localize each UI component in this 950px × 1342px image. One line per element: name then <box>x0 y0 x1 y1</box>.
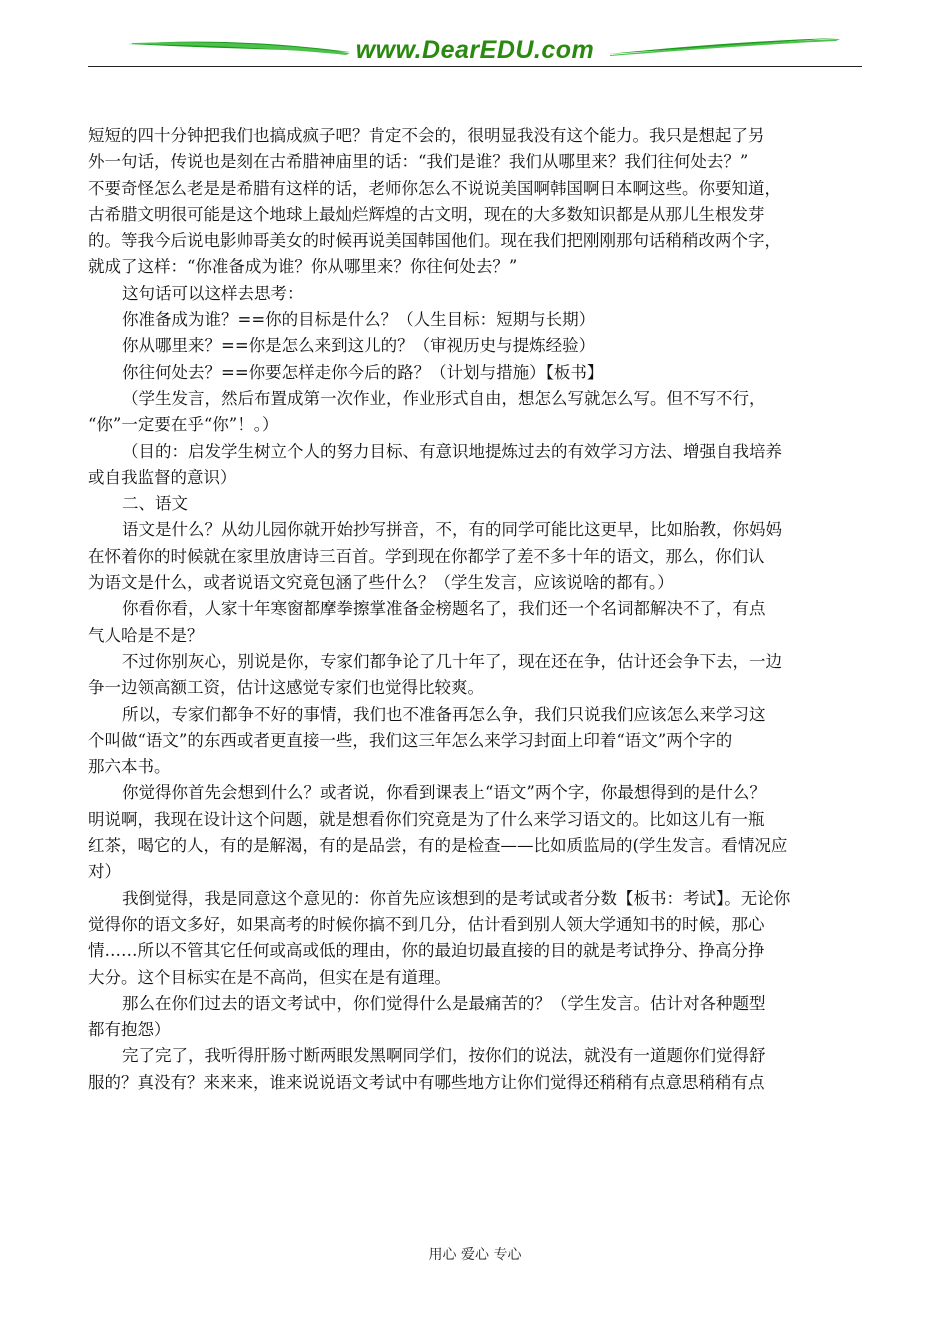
text-line: 你准备成为谁？==你的目标是什么？（人生目标：短期与长期） <box>122 310 596 330</box>
text-line: 或自我监督的意识） <box>88 467 237 487</box>
text-line: 都有抱怨） <box>88 1020 171 1040</box>
text-line: 你觉得你首先会想到什么？或者说，你看到课表上“语文”两个字，你最想得到的是什么？ <box>122 783 766 803</box>
text-line: 我倒觉得，我是同意这个意见的：你首先应该想到的是考试或者分数【板书：考试】。无论你 <box>122 888 791 908</box>
text-line: 情……所以不管其它任何或高或低的理由，你的最迫切最直接的目的就是考试挣分、挣高分挣 <box>88 941 765 961</box>
header-divider <box>88 66 862 67</box>
text-line: 不要奇怪怎么老是是希腊有这样的话，老师你怎么不说说美国啊韩国啊日本啊这些。你要知道， <box>88 178 781 198</box>
text-line: 个叫做“语文”的东西或者更直接一些，我们这三年怎么来学习封面上印着“语文”两个字的 <box>88 730 733 750</box>
site-logo-text: www.DearEDU.com <box>355 36 595 64</box>
text-line: “你”一定要在乎“你”！。） <box>88 415 279 435</box>
text-line: 对） <box>88 862 121 882</box>
text-line: 古希腊文明很可能是这个地球上最灿烂辉煌的古文明，现在的大多数知识都是从那儿生根发芽 <box>88 204 765 224</box>
text-line: 所以，专家们都争不好的事情，我们也不准备再怎么争，我们只说我们应该怎么来学习这 <box>122 704 766 724</box>
text-line: 外一句话，传说也是刻在古希腊神庙里的话：“我们是谁？我们从哪里来？我们往何处去？” <box>88 152 749 172</box>
text-line: （目的：启发学生树立个人的努力目标、有意识地提炼过去的有效学习方法、增强自我培养 <box>122 441 782 461</box>
text-line: 语文是什么？从幼儿园你就开始抄写拼音，不，有的同学可能比这更早，比如胎教，你妈妈 <box>122 520 782 540</box>
text-line: 服的？真没有？来来来，谁来说说语文考试中有哪些地方让你们觉得还稍稍有点意思稍稍有点 <box>88 1072 765 1092</box>
text-line: 短短的四十分钟把我们也搞成疯子吧？肯定不会的，很明显我没有这个能力。我只是想起了另 <box>88 126 765 145</box>
text-line: 不过你别灰心，别说是你，专家们都争论了几十年了，现在还在争，估计还会争下去，一边 <box>122 651 782 671</box>
text-line: 二、语文 <box>122 494 188 514</box>
text-line: 那六本书。 <box>88 757 171 777</box>
text-line: 你往何处去？==你要怎样走你今后的路？（计划与措施）【板书】 <box>122 362 604 382</box>
text-line: （学生发言，然后布置成第一次作业，作业形式自由，想怎么写就怎么写。但不写不行， <box>122 388 766 408</box>
text-line: 完了完了，我听得肝肠寸断两眼发黑啊同学们，按你们的说法，就没有一道题你们觉得舒 <box>122 1046 766 1066</box>
text-line: 就成了这样：“你准备成为谁？你从哪里来？你往何处去？” <box>88 257 518 277</box>
page-header <box>88 30 862 70</box>
text-line: 你从哪里来？==你是怎么来到这儿的？（审视历史与提炼经验） <box>122 336 596 356</box>
text-line: 明说啊，我现在设计这个问题，就是想看你们究竟是为了什么来学习语文的。比如这儿有一瓶 <box>88 809 765 829</box>
text-line: 你看你看，人家十年寒窗都摩拳擦掌准备金榜题名了，我们还一个名词都解决不了，有点 <box>122 599 766 619</box>
text-line: 那么在你们过去的语文考试中，你们觉得什么是最痛苦的？（学生发言。估计对各种题型 <box>122 993 766 1013</box>
document-body <box>88 123 868 1096</box>
text-line: 的。等我今后说电影帅哥美女的时候再说美国韩国他们。现在我们把刚刚那句话稍稍改两个字， <box>88 231 781 251</box>
text-line: 争一边领高额工资，估计这感觉专家们也觉得比较爽。 <box>88 678 484 698</box>
text-line: 气人哈是不是？ <box>88 625 204 645</box>
text-line: 红茶，喝它的人，有的是解渴，有的是品尝，有的是检查——比如质监局的(学生发言。看情况应 <box>88 836 788 856</box>
text-line: 觉得你的语文多好，如果高考的时候你搞不到几分，估计看到别人领大学通知书的时候，那心 <box>88 914 765 934</box>
text-line: 大分。这个目标实在是不高尚，但实在是有道理。 <box>88 967 451 987</box>
page-footer: 用心 爱心 专心 <box>428 1247 522 1263</box>
text-line: 为语文是什么，或者说语文究竟包涵了些什么？（学生发言，应该说啥的都有。） <box>88 573 674 593</box>
text-line: 这句话可以这样去思考： <box>122 283 304 303</box>
text-line: 在怀着你的时候就在家里放唐诗三百首。学到现在你都学了差不多十年的语文，那么，你们认 <box>88 546 765 566</box>
